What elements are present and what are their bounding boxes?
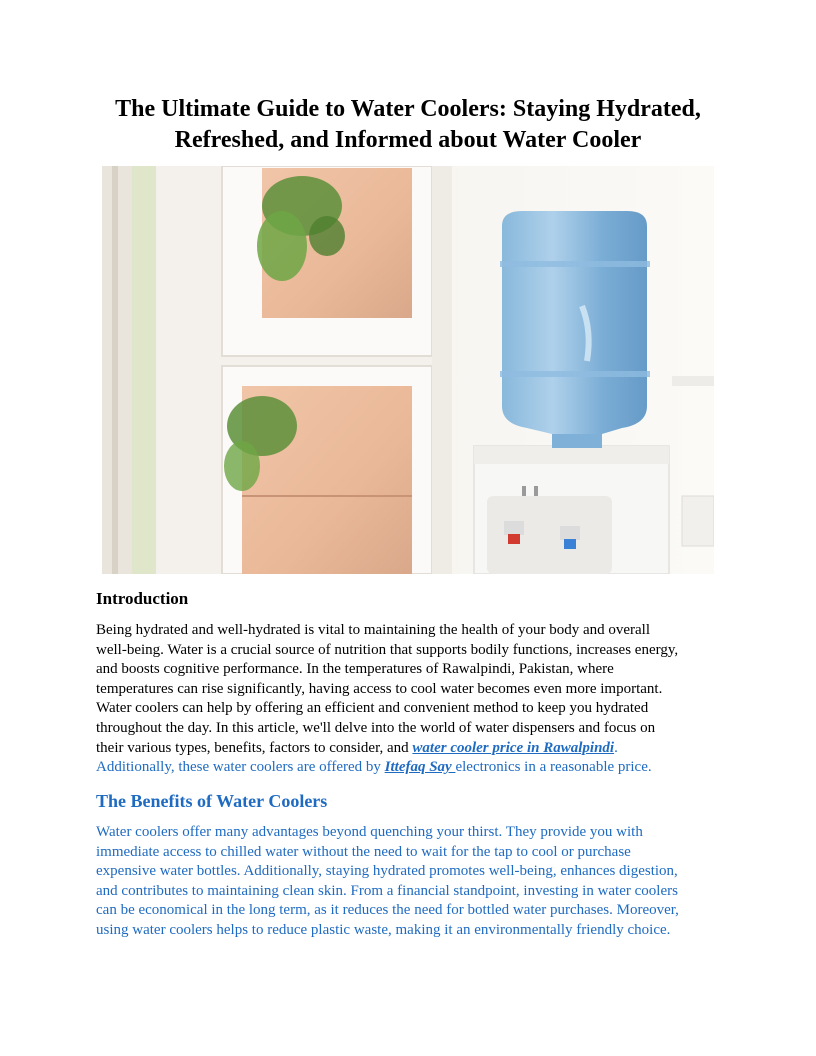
hero-image (102, 166, 714, 574)
intro-line: and boosts cognitive performance. In the temperatures of Rawalpindi, Pakistan, where (96, 661, 614, 678)
intro-line: throughout the day. In this article, we'll delve into the world of water dispensers and focus on (96, 719, 656, 736)
benefits-line: Water coolers offer many advantages beyond quenching your thirst. They provide you with (96, 824, 643, 840)
intro-line: temperatures can rise significantly, having access to cool water becomes even more important. (96, 680, 663, 697)
benefits-paragraph (96, 823, 722, 941)
intro-line: Being hydrated and well-hydrated is vital to maintaining the health of your body and overall (96, 622, 651, 638)
intro-line: Water coolers can help by offering an efficient and convenient method to keep you hydrated (96, 700, 649, 717)
water-cooler-price-link[interactable]: water cooler price in Rawalpindi (412, 739, 615, 756)
benefits-line: and contributes to maintaining clean skin. From a financial standpoint, investing in water coolers (96, 882, 678, 899)
intro-line-8-suffix: electronics in a reasonable price. (455, 759, 652, 776)
title-line-1: The Ultimate Guide to Water Coolers: Staying Hydrated, (115, 96, 701, 122)
intro-line-8 (96, 758, 722, 778)
intro-line: well-being. Water is a crucial source of nutrition that supports bodily functions, increases energy, (96, 641, 679, 658)
benefits-line: can be economical in the long term, as it reduces the need for bottled water purchases. Moreover, (96, 902, 679, 919)
water-cooler-photo-icon (102, 166, 714, 574)
ittefaq-say-link[interactable]: Ittefaq Say (384, 759, 456, 776)
introduction-heading: Introduction (96, 589, 189, 608)
benefits-line: expensive water bottles. Additionally, staying hydrated promotes well-being, enhances digestion, (96, 863, 678, 880)
benefits-line: immediate access to chilled water without the need to wait for the tap to cool or purchase (96, 843, 631, 860)
benefits-heading: The Benefits of Water Coolers (96, 791, 328, 811)
introduction-paragraph (96, 621, 722, 778)
page-title (96, 94, 720, 156)
title-line-2: Refreshed, and Informed about Water Cooler (174, 127, 642, 153)
intro-line-8-text: Additionally, these water coolers are offered by (96, 759, 385, 776)
intro-line-7 (96, 739, 722, 759)
intro-line-7-text: their various types, benefits, factors to consider, and (96, 739, 413, 756)
benefits-line: using water coolers helps to reduce plastic waste, making it an environmentally friendly choice. (96, 921, 671, 938)
intro-line-7-suffix: . (614, 739, 618, 756)
